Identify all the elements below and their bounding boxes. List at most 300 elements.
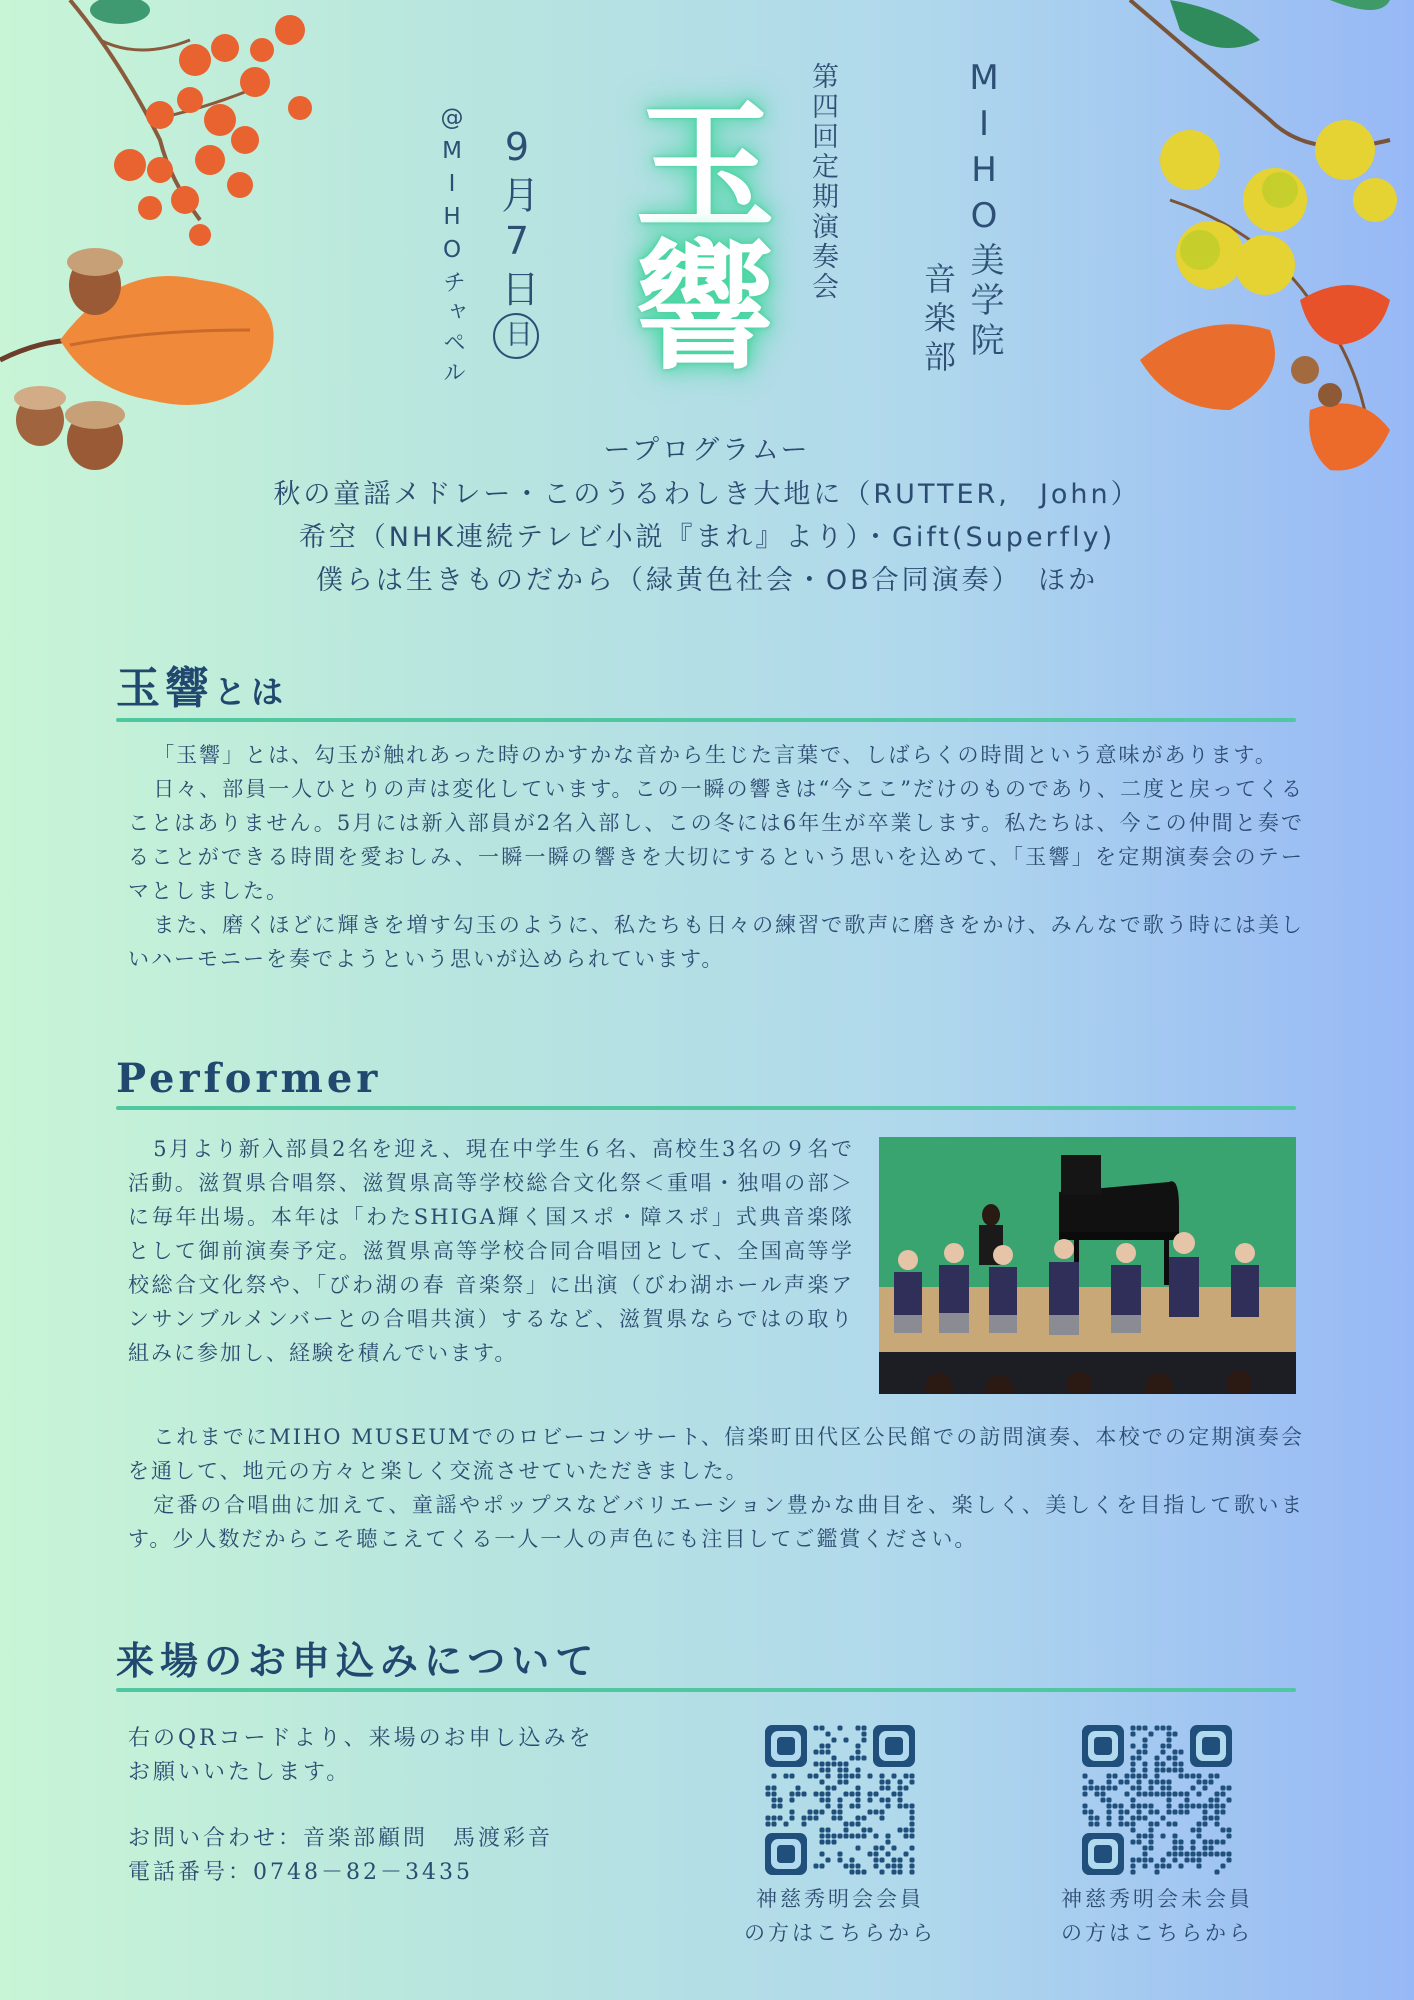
qr-module bbox=[1160, 1779, 1165, 1784]
qr-module bbox=[1178, 1761, 1183, 1766]
qr-module bbox=[1226, 1857, 1231, 1862]
about-divider bbox=[116, 718, 1296, 722]
qr-module bbox=[855, 1767, 860, 1772]
qr-module bbox=[837, 1761, 842, 1766]
qr-module bbox=[843, 1773, 848, 1778]
qr-module bbox=[1148, 1821, 1153, 1826]
qr-module bbox=[1184, 1773, 1189, 1778]
qr-module bbox=[1184, 1797, 1189, 1802]
qr-module bbox=[849, 1857, 854, 1862]
qr-module bbox=[1148, 1845, 1153, 1850]
qr-module bbox=[807, 1809, 812, 1814]
qr-module bbox=[837, 1833, 842, 1838]
qr-module bbox=[867, 1773, 872, 1778]
qr-module bbox=[1136, 1857, 1141, 1862]
qr-module bbox=[909, 1863, 914, 1868]
qr-module bbox=[1142, 1749, 1147, 1754]
qr-module bbox=[1184, 1857, 1189, 1862]
qr-module bbox=[873, 1791, 878, 1796]
qr-module bbox=[831, 1815, 836, 1820]
apply-instructions bbox=[128, 1722, 688, 1790]
program-line-2: 希空（NHK連続テレビ小説『まれ』より）・Gift(Superfly) bbox=[298, 522, 1116, 553]
qr-module bbox=[765, 1815, 770, 1820]
qr-module bbox=[1154, 1725, 1159, 1730]
qr-module bbox=[1148, 1785, 1153, 1790]
qr-module bbox=[873, 1857, 878, 1862]
qr-module bbox=[1148, 1839, 1153, 1844]
qr-module bbox=[1148, 1809, 1153, 1814]
qr-module bbox=[1166, 1785, 1171, 1790]
qr-module bbox=[1160, 1725, 1165, 1730]
qr-module bbox=[1142, 1725, 1147, 1730]
qr-module bbox=[777, 1797, 782, 1802]
apply-instruction-line-2: お願いいたします。 bbox=[128, 1760, 352, 1785]
qr-module bbox=[1154, 1779, 1159, 1784]
qr-module bbox=[1136, 1725, 1141, 1730]
qr-module bbox=[801, 1815, 806, 1820]
qr-module bbox=[1178, 1809, 1183, 1814]
qr-module bbox=[1130, 1857, 1135, 1862]
qr-module bbox=[843, 1827, 848, 1832]
qr-module bbox=[1208, 1839, 1213, 1844]
performer-body-2 bbox=[128, 1420, 1304, 1556]
qr-module bbox=[1202, 1785, 1207, 1790]
qr-module bbox=[855, 1749, 860, 1754]
qr-module bbox=[813, 1773, 818, 1778]
qr-module bbox=[819, 1839, 824, 1844]
qr-code-non-members[interactable] bbox=[1082, 1725, 1232, 1875]
qr-module bbox=[1136, 1773, 1141, 1778]
qr-module bbox=[1130, 1863, 1135, 1868]
qr-module bbox=[795, 1791, 800, 1796]
qr-module bbox=[789, 1791, 794, 1796]
qr-module bbox=[909, 1857, 914, 1862]
qr-module bbox=[843, 1821, 848, 1826]
qr-module bbox=[1226, 1851, 1231, 1856]
qr-finder-pattern bbox=[1094, 1845, 1112, 1863]
qr-module bbox=[891, 1857, 896, 1862]
qr-module bbox=[1196, 1857, 1201, 1862]
qr-module bbox=[1112, 1803, 1117, 1808]
qr-module bbox=[1214, 1773, 1219, 1778]
qr-module bbox=[1166, 1809, 1171, 1814]
qr-module bbox=[1160, 1833, 1165, 1838]
qr-module bbox=[1136, 1779, 1141, 1784]
qr-module bbox=[903, 1785, 908, 1790]
qr-module bbox=[801, 1821, 806, 1826]
qr-module bbox=[831, 1755, 836, 1760]
qr-module bbox=[813, 1725, 818, 1730]
qr-module bbox=[897, 1785, 902, 1790]
qr-module bbox=[1202, 1809, 1207, 1814]
qr-module bbox=[849, 1821, 854, 1826]
qr-module bbox=[1172, 1821, 1177, 1826]
qr-module bbox=[831, 1761, 836, 1766]
qr-module bbox=[825, 1743, 830, 1748]
qr-module bbox=[1082, 1773, 1087, 1778]
qr-module bbox=[1220, 1839, 1225, 1844]
qr-module bbox=[1106, 1773, 1111, 1778]
qr-module bbox=[879, 1797, 884, 1802]
weekday-badge: 日 bbox=[493, 313, 539, 359]
qr-module bbox=[879, 1845, 884, 1850]
qr-module bbox=[1154, 1821, 1159, 1826]
qr-module bbox=[771, 1791, 776, 1796]
qr-module bbox=[1142, 1863, 1147, 1868]
qr-module bbox=[855, 1833, 860, 1838]
qr-module bbox=[837, 1815, 842, 1820]
qr-module bbox=[1088, 1779, 1093, 1784]
program-line-3: 僕らは生きものだから（緑黄色社会・OB合同演奏） ほか bbox=[315, 565, 1099, 596]
performer-paragraph-3: 定番の合唱曲に加えて、童謡やポップスなどバリエーション豊かな曲目を、楽しく、美しくを目指して歌います。少人数だからこそ聴こえてくる一人一人の声色にも注目してご鑑賞ください。 bbox=[128, 1493, 1304, 1551]
qr-module bbox=[1190, 1857, 1195, 1862]
program-heading: ープログラムー bbox=[603, 435, 811, 466]
qr-module bbox=[843, 1767, 848, 1772]
qr-module bbox=[855, 1803, 860, 1808]
qr-members-caption-line-2: の方はこちらから bbox=[744, 1921, 936, 1945]
qr-module bbox=[1130, 1803, 1135, 1808]
qr-module bbox=[1172, 1731, 1177, 1736]
qr-module bbox=[1166, 1731, 1171, 1736]
qr-module bbox=[909, 1833, 914, 1838]
about-section-title bbox=[116, 652, 288, 716]
qr-module bbox=[825, 1785, 830, 1790]
qr-module bbox=[837, 1851, 842, 1856]
qr-module bbox=[789, 1797, 794, 1802]
qr-module bbox=[843, 1779, 848, 1784]
qr-module bbox=[1202, 1803, 1207, 1808]
qr-module bbox=[1130, 1761, 1135, 1766]
qr-module bbox=[1226, 1833, 1231, 1838]
qr-module bbox=[1106, 1785, 1111, 1790]
qr-module bbox=[1196, 1833, 1201, 1838]
qr-module bbox=[1142, 1845, 1147, 1850]
qr-module bbox=[1154, 1809, 1159, 1814]
contact-person: お問い合わせ：音楽部顧問 馬渡彩音 bbox=[128, 1826, 554, 1851]
qr-module bbox=[819, 1827, 824, 1832]
qr-module bbox=[1166, 1743, 1171, 1748]
qr-module bbox=[1172, 1761, 1177, 1766]
qr-module bbox=[1112, 1773, 1117, 1778]
qr-module bbox=[855, 1791, 860, 1796]
qr-module bbox=[861, 1725, 866, 1730]
qr-module bbox=[1142, 1767, 1147, 1772]
qr-module bbox=[825, 1767, 830, 1772]
qr-module bbox=[1178, 1749, 1183, 1754]
qr-module bbox=[1202, 1821, 1207, 1826]
qr-module bbox=[1166, 1851, 1171, 1856]
qr-module bbox=[825, 1839, 830, 1844]
qr-module bbox=[819, 1743, 824, 1748]
qr-module bbox=[1178, 1773, 1183, 1778]
qr-module bbox=[1172, 1833, 1177, 1838]
qr-module bbox=[813, 1815, 818, 1820]
qr-module bbox=[1172, 1791, 1177, 1796]
qr-module bbox=[855, 1815, 860, 1820]
qr-module bbox=[1160, 1767, 1165, 1772]
qr-module bbox=[1100, 1791, 1105, 1796]
qr-module bbox=[1118, 1803, 1123, 1808]
qr-module bbox=[837, 1803, 842, 1808]
qr-module bbox=[1100, 1785, 1105, 1790]
qr-module bbox=[1214, 1809, 1219, 1814]
qr-module bbox=[855, 1773, 860, 1778]
concert-subtitle: 第四回定期演奏会 bbox=[807, 62, 838, 302]
qr-module bbox=[897, 1827, 902, 1832]
qr-module bbox=[1160, 1857, 1165, 1862]
qr-module bbox=[825, 1797, 830, 1802]
qr-module bbox=[1106, 1815, 1111, 1820]
qr-members-caption-line-1: 神慈秀明会会員 bbox=[756, 1887, 924, 1911]
qr-module bbox=[909, 1827, 914, 1832]
qr-module bbox=[1124, 1791, 1129, 1796]
qr-module bbox=[1148, 1803, 1153, 1808]
qr-module bbox=[1142, 1737, 1147, 1742]
qr-module bbox=[1178, 1851, 1183, 1856]
qr-module bbox=[1136, 1803, 1141, 1808]
qr-module bbox=[1142, 1743, 1147, 1748]
qr-module bbox=[1202, 1815, 1207, 1820]
qr-module bbox=[1088, 1821, 1093, 1826]
qr-code-members[interactable] bbox=[765, 1725, 915, 1875]
qr-module bbox=[843, 1761, 848, 1766]
qr-module bbox=[1166, 1803, 1171, 1808]
qr-module bbox=[837, 1725, 842, 1730]
qr-module bbox=[1142, 1761, 1147, 1766]
qr-module bbox=[873, 1863, 878, 1868]
qr-module bbox=[861, 1833, 866, 1838]
qr-module bbox=[1142, 1773, 1147, 1778]
autumn-berries-illustration bbox=[0, 0, 320, 480]
qr-module bbox=[873, 1833, 878, 1838]
qr-module bbox=[855, 1869, 860, 1874]
qr-module bbox=[825, 1749, 830, 1754]
qr-module bbox=[909, 1845, 914, 1850]
qr-module bbox=[1220, 1809, 1225, 1814]
program-line-1: 秋の童謡メドレー・このうるわしき大地に（RUTTER, John） bbox=[273, 479, 1141, 510]
qr-module bbox=[879, 1815, 884, 1820]
qr-module bbox=[801, 1791, 806, 1796]
qr-module bbox=[909, 1809, 914, 1814]
apply-divider bbox=[116, 1688, 1296, 1692]
qr-module bbox=[867, 1851, 872, 1856]
qr-module bbox=[1088, 1815, 1093, 1820]
performer-divider bbox=[116, 1106, 1296, 1110]
qr-module bbox=[867, 1797, 872, 1802]
qr-module bbox=[1118, 1815, 1123, 1820]
concert-date bbox=[490, 125, 545, 375]
qr-module bbox=[1124, 1779, 1129, 1784]
qr-module bbox=[1154, 1761, 1159, 1766]
qr-module bbox=[1220, 1863, 1225, 1868]
qr-module bbox=[1166, 1863, 1171, 1868]
qr-module bbox=[771, 1773, 776, 1778]
qr-module bbox=[1202, 1845, 1207, 1850]
qr-module bbox=[1166, 1755, 1171, 1760]
qr-module bbox=[1208, 1845, 1213, 1850]
qr-module bbox=[879, 1785, 884, 1790]
qr-module bbox=[1214, 1869, 1219, 1874]
qr-module bbox=[903, 1827, 908, 1832]
club-name bbox=[915, 262, 961, 402]
qr-module bbox=[885, 1785, 890, 1790]
qr-module bbox=[1130, 1785, 1135, 1790]
contact-phone: 電話番号：0748－82－3435 bbox=[128, 1860, 473, 1885]
qr-module bbox=[1184, 1809, 1189, 1814]
qr-module bbox=[1166, 1821, 1171, 1826]
qr-module bbox=[1088, 1809, 1093, 1814]
qr-module bbox=[1136, 1815, 1141, 1820]
concert-title: 玉響 bbox=[634, 86, 775, 390]
qr-module bbox=[1172, 1767, 1177, 1772]
qr-module bbox=[897, 1863, 902, 1868]
qr-module bbox=[813, 1791, 818, 1796]
qr-module bbox=[1082, 1785, 1087, 1790]
qr-module bbox=[1220, 1851, 1225, 1856]
qr-module bbox=[825, 1803, 830, 1808]
qr-module bbox=[897, 1869, 902, 1874]
qr-module bbox=[1172, 1857, 1177, 1862]
qr-module bbox=[1142, 1815, 1147, 1820]
qr-module bbox=[909, 1779, 914, 1784]
qr-module bbox=[837, 1773, 842, 1778]
qr-module bbox=[1148, 1731, 1153, 1736]
qr-module bbox=[837, 1809, 842, 1814]
qr-module bbox=[1190, 1839, 1195, 1844]
qr-finder-pattern bbox=[777, 1737, 795, 1755]
qr-module bbox=[1166, 1725, 1171, 1730]
qr-module bbox=[819, 1863, 824, 1868]
qr-module bbox=[837, 1797, 842, 1802]
qr-module bbox=[1088, 1785, 1093, 1790]
qr-module bbox=[897, 1803, 902, 1808]
qr-module bbox=[1166, 1737, 1171, 1742]
qr-module bbox=[825, 1833, 830, 1838]
qr-module bbox=[1226, 1785, 1231, 1790]
qr-module bbox=[849, 1791, 854, 1796]
qr-module bbox=[795, 1785, 800, 1790]
qr-module bbox=[1130, 1827, 1135, 1832]
qr-module bbox=[1130, 1731, 1135, 1736]
performer-section-title: Performer bbox=[116, 1055, 382, 1102]
qr-module bbox=[885, 1797, 890, 1802]
qr-module bbox=[1214, 1797, 1219, 1802]
qr-module bbox=[879, 1869, 884, 1874]
qr-module bbox=[1148, 1833, 1153, 1838]
qr-module bbox=[1190, 1845, 1195, 1850]
qr-module bbox=[861, 1869, 866, 1874]
qr-module bbox=[1160, 1749, 1165, 1754]
qr-module bbox=[897, 1797, 902, 1802]
qr-module bbox=[819, 1851, 824, 1856]
qr-module bbox=[897, 1791, 902, 1796]
qr-module bbox=[1196, 1827, 1201, 1832]
qr-module bbox=[1196, 1773, 1201, 1778]
qr-module bbox=[879, 1809, 884, 1814]
qr-module bbox=[1226, 1797, 1231, 1802]
qr-module bbox=[855, 1785, 860, 1790]
qr-finder-pattern bbox=[885, 1737, 903, 1755]
qr-module bbox=[1130, 1767, 1135, 1772]
qr-module bbox=[1100, 1797, 1105, 1802]
qr-module bbox=[825, 1773, 830, 1778]
qr-module bbox=[1130, 1869, 1135, 1874]
qr-module bbox=[1166, 1797, 1171, 1802]
qr-module bbox=[1178, 1839, 1183, 1844]
qr-module bbox=[1196, 1779, 1201, 1784]
qr-module bbox=[855, 1743, 860, 1748]
qr-module bbox=[861, 1827, 866, 1832]
performer-paragraph-2: これまでにMIHO MUSEUMでのロビーコンサート、信楽町田代区公民館での訪問演奏、本校での定期演奏会を通して、地元の方々と楽しく交流させていただきました。 bbox=[128, 1425, 1304, 1483]
qr-module bbox=[1190, 1773, 1195, 1778]
qr-module bbox=[1148, 1779, 1153, 1784]
qr-module bbox=[1136, 1749, 1141, 1754]
qr-module bbox=[1172, 1755, 1177, 1760]
qr-module bbox=[831, 1737, 836, 1742]
qr-module bbox=[861, 1815, 866, 1820]
qr-module bbox=[1148, 1791, 1153, 1796]
qr-module bbox=[855, 1797, 860, 1802]
qr-module bbox=[771, 1815, 776, 1820]
qr-module bbox=[1214, 1821, 1219, 1826]
qr-module bbox=[1154, 1869, 1159, 1874]
qr-module bbox=[849, 1803, 854, 1808]
qr-module bbox=[771, 1803, 776, 1808]
qr-module bbox=[1124, 1773, 1129, 1778]
qr-module bbox=[1136, 1785, 1141, 1790]
qr-module bbox=[1130, 1821, 1135, 1826]
qr-module bbox=[873, 1809, 878, 1814]
qr-module bbox=[813, 1809, 818, 1814]
qr-module bbox=[873, 1845, 878, 1850]
qr-module bbox=[819, 1779, 824, 1784]
qr-module bbox=[1130, 1815, 1135, 1820]
qr-module bbox=[885, 1803, 890, 1808]
qr-module bbox=[765, 1785, 770, 1790]
qr-module bbox=[1094, 1785, 1099, 1790]
qr-module bbox=[849, 1869, 854, 1874]
qr-module bbox=[819, 1749, 824, 1754]
qr-module bbox=[849, 1833, 854, 1838]
qr-finder-pattern bbox=[777, 1845, 795, 1863]
qr-module bbox=[1172, 1839, 1177, 1844]
performer-body-1 bbox=[128, 1132, 854, 1370]
qr-module bbox=[867, 1827, 872, 1832]
qr-module bbox=[867, 1809, 872, 1814]
qr-module bbox=[1160, 1785, 1165, 1790]
qr-non-members-caption bbox=[1027, 1882, 1287, 1950]
qr-module bbox=[1106, 1809, 1111, 1814]
qr-module bbox=[1106, 1821, 1111, 1826]
qr-module bbox=[765, 1821, 770, 1826]
qr-module bbox=[1178, 1791, 1183, 1796]
qr-module bbox=[909, 1815, 914, 1820]
qr-module bbox=[1094, 1791, 1099, 1796]
qr-module bbox=[1208, 1779, 1213, 1784]
about-paragraph-2: 日々、部員一人ひとりの声は変化しています。この一瞬の響きは“今ここ”だけのものであり、二度と戻ってくることはありません。5月には新入部員が2名入部し、この冬には6年生が卒業します。私たちは、今この仲間と奏でることができる時間を愛おしみ、一瞬一瞬の響きを大切にするという思いを込めて、「玉響」を定期演奏会のテーマとしました。 bbox=[128, 777, 1304, 903]
qr-module bbox=[1220, 1803, 1225, 1808]
qr-module bbox=[783, 1821, 788, 1826]
qr-module bbox=[1160, 1743, 1165, 1748]
qr-module bbox=[903, 1851, 908, 1856]
qr-module bbox=[837, 1779, 842, 1784]
qr-module bbox=[1190, 1851, 1195, 1856]
qr-module bbox=[1142, 1803, 1147, 1808]
qr-module bbox=[1130, 1797, 1135, 1802]
about-title-main: 玉響 bbox=[116, 663, 214, 714]
qr-module bbox=[1094, 1815, 1099, 1820]
qr-module bbox=[789, 1773, 794, 1778]
